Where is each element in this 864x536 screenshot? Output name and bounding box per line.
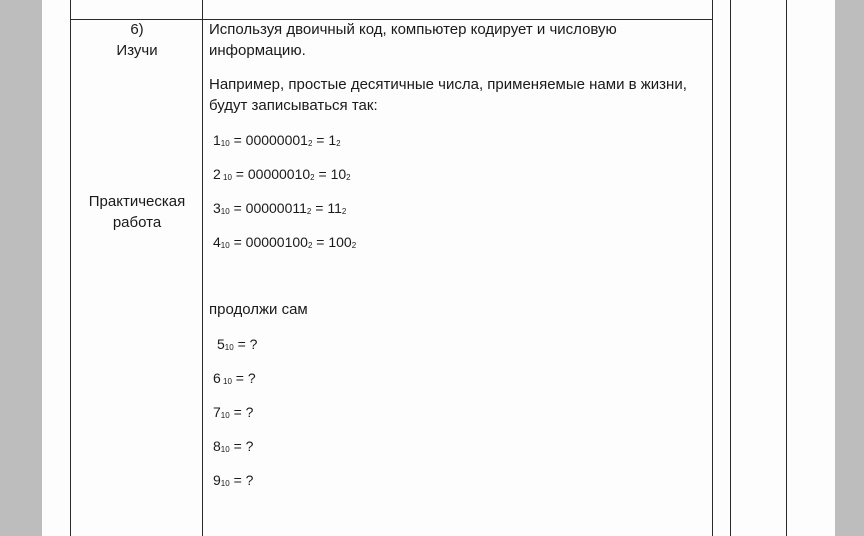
continue-label: продолжи сам bbox=[209, 301, 308, 318]
practice-label-line1: Практическая bbox=[88, 193, 186, 210]
example-equation: $3_{10} = 00000011_2 = 11_2$ bbox=[213, 200, 347, 216]
example-intro-paragraph: Например, простые десятичные числа, применяемые нами в жизни, будут записываться так: bbox=[209, 76, 687, 114]
task-equation: $9_{10}$ = ? bbox=[213, 472, 254, 488]
practice-label-line2: работа bbox=[112, 214, 162, 231]
page-edge-line bbox=[786, 0, 787, 536]
example-equation: $1_{10} = 00000001_2 = 1_2$ bbox=[213, 132, 341, 148]
example-equation: 2 $_{10} = 00000010_2 = 10_2$ bbox=[213, 166, 351, 182]
table-border-right bbox=[712, 0, 713, 536]
task-equation: $5_{10}$ = ? bbox=[217, 336, 258, 352]
page-divider-line bbox=[730, 0, 731, 536]
table-column-divider bbox=[202, 0, 203, 536]
task-title: Изучи bbox=[116, 42, 158, 59]
table-border-left bbox=[70, 0, 71, 536]
task-equation: $7_{10}$ = ? bbox=[213, 404, 254, 420]
intro-paragraph: Используя двоичный код, компьютер кодирует и числовую информацию. bbox=[209, 21, 617, 59]
example-equation: $4_{10} = 00000100_2 = 100_2$ bbox=[213, 234, 357, 250]
task-number: 6) bbox=[130, 21, 144, 38]
task-equation: 6 $_{10}$ = ? bbox=[213, 370, 256, 386]
task-equation: $8_{10}$ = ? bbox=[213, 438, 254, 454]
